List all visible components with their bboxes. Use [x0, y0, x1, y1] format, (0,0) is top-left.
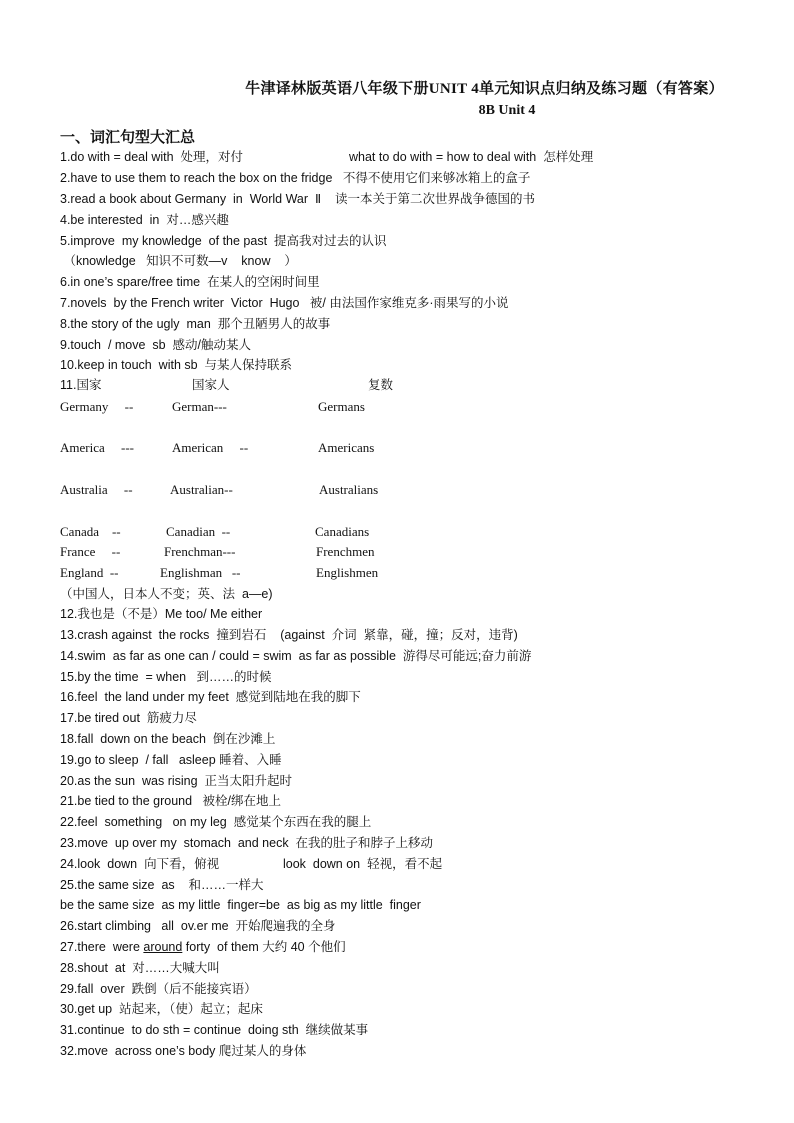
list-item: 26.start climbing all ov.er me 开始爬遍我的全身: [60, 919, 336, 933]
nation-person: Canadian --: [166, 524, 231, 539]
list-item: 17.be tired out 筋疲力尽: [60, 711, 197, 725]
nation-plural: Englishmen: [316, 565, 379, 580]
list-item: 10.keep in touch with sb 与某人保持联系: [60, 358, 293, 372]
list-item: 2.have to use them to reach the box on the fridge 不得不使用它们来够冰箱上的盒子: [60, 171, 531, 185]
nation-plural: Germans: [318, 399, 365, 414]
list-item-text: 27.there were: [60, 940, 144, 954]
list-item: 16.feel the land under my feet 感觉到陆地在我的脚下: [60, 690, 361, 704]
nation-plural: Americans: [318, 440, 375, 455]
nation-plural: Frenchmen: [316, 544, 375, 559]
list-item: 18.fall down on the beach 倒在沙滩上: [60, 732, 276, 746]
list-item: 3.read a book about Germany in World War Ⅱ 读一本关于第二次世界战争德国的书: [60, 192, 536, 206]
nation-country: France --: [60, 544, 121, 559]
nation-header-country: 11.国家: [60, 378, 102, 392]
nation-header-plural: 复数: [368, 378, 394, 392]
list-item: 15.by the time = when 到……的时候: [60, 670, 272, 684]
nation-header-person: 国家人: [192, 378, 230, 392]
list-item: 6.in one’s spare/free time 在某人的空闲时间里: [60, 275, 320, 289]
nation-country: America ---: [60, 440, 134, 455]
list-item: 1.do with = deal with 处理，对付: [60, 150, 244, 164]
list-item: 4.be interested in 对…感兴趣: [60, 213, 229, 227]
nation-person: Australian--: [170, 482, 233, 497]
list-item: 5.improve my knowledge of the past 提高我对过去的认识: [60, 234, 387, 248]
nation-country: Canada --: [60, 524, 121, 539]
list-item-note: （knowledge 知识不可数—v know ）: [60, 254, 297, 268]
nation-country: England --: [60, 565, 119, 580]
list-item: 25.the same size as 和……一样大: [60, 878, 264, 892]
list-item-alt: look down on 轻视，看不起: [283, 857, 443, 871]
list-item: be the same size as my little finger=be as big as my little finger: [60, 898, 421, 912]
list-item: 29.fall over 跌倒（后不能接宾语）: [60, 982, 257, 996]
list-item: 23.move up over my stomach and neck 在我的肚子和脖子上移动: [60, 836, 434, 850]
list-item: 14.swim as far as one can / could = swim as far as possible 游得尽可能远;奋力前游: [60, 649, 532, 663]
nation-country: Australia --: [60, 482, 133, 497]
list-item: 19.go to sleep / fall asleep 睡着、入睡: [60, 753, 282, 767]
list-item: [60, 939, 346, 956]
list-item: 22.feel something on my leg 感觉某个东西在我的腿上: [60, 815, 372, 829]
nation-person: Englishman --: [160, 565, 241, 580]
list-item: 32.move across one’s body 爬过某人的身体: [60, 1044, 307, 1058]
list-item-note: （中国人，日本人不变；英、法 a—e): [60, 587, 273, 601]
nation-person: American --: [172, 440, 249, 455]
list-item: 9.touch / move sb 感动/触动某人: [60, 338, 252, 352]
list-item: 21.be tied to the ground 被栓/绑在地上: [60, 794, 281, 808]
nation-plural: Australians: [319, 482, 379, 497]
list-item: 31.continue to do sth = continue doing sth 继续做某事: [60, 1023, 369, 1037]
list-item: 8.the story of the ugly man 那个丑陋男人的故事: [60, 317, 331, 331]
nation-plural: Canadians: [315, 524, 370, 539]
document-title: 牛津译林版英语八年级下册UNIT 4单元知识点归纳及练习题（有答案）: [245, 81, 724, 97]
underlined-word: around: [143, 940, 183, 954]
list-item: 7.novels by the French writer Victor Hugo 被/ 由法国作家维克多·雨果写的小说: [60, 296, 509, 310]
section-heading: 一、词汇句型大汇总: [60, 130, 196, 146]
list-item-alt: what to do with = how to deal with 怎样处理: [349, 150, 594, 164]
list-item: 28.shout at 对……大喊大叫: [60, 961, 220, 975]
nation-person: German---: [172, 399, 227, 414]
list-item: 13.crash against the rocks 撞到岩石 (against 介词 紧靠，碰，撞；反对，违背): [60, 628, 518, 642]
document-subtitle: 8B Unit 4: [478, 103, 536, 118]
nation-country: Germany --: [60, 399, 134, 414]
nation-person: Frenchman---: [164, 544, 236, 559]
list-item: 30.get up 站起来，（使）起立；起床: [60, 1002, 263, 1016]
list-item: 24.look down 向下看，俯视: [60, 857, 220, 871]
list-item: 20.as the sun was rising 正当太阳升起时: [60, 774, 293, 788]
list-item-text: forty of them 大约 40 个他们: [182, 940, 346, 954]
list-item: 12.我也是（不是）Me too/ Me either: [60, 607, 263, 621]
